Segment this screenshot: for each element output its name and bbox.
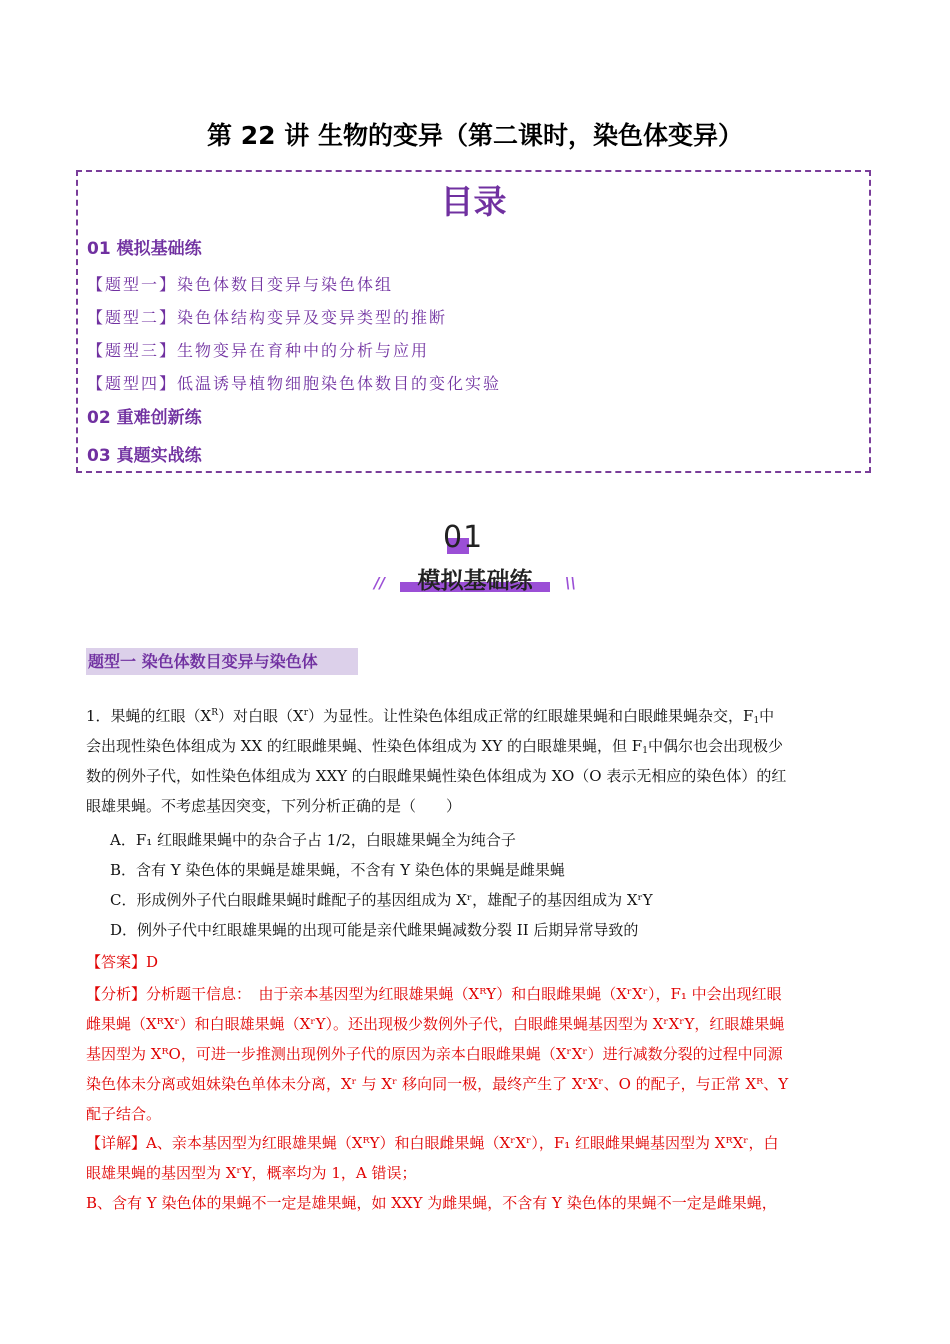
text: A、亲本基因型为红眼雄果蝇（XᴿY）和白眼雌果蝇（XʳXʳ），F₁ 红眼雌果蝇基因型为 XᴿXʳ，白 bbox=[146, 1134, 779, 1152]
option-d: D．例外子代中红眼雄果蝇的出现可能是亲代雌果蝇减数分裂 II 后期异常导致的 bbox=[110, 921, 639, 939]
question-line-1 bbox=[86, 701, 866, 731]
detail-line-2: 眼雄果蝇的基因型为 XʳY，概率均为 1，A 错误； bbox=[86, 1164, 417, 1182]
analysis-line-4: 染色体未分离或姐妹染色单体未分离，Xʳ 与 Xʳ 移向同一极，最终产生了 XʳXʳ、O 的配子，与正常 Xᴿ、Y bbox=[86, 1075, 789, 1093]
analysis-line-3: 基因型为 XᴿO，可进一步推测出现例外子代的原因为亲本白眼雌果蝇（XʳXʳ）进行减数分裂的过程中同源 bbox=[86, 1045, 783, 1063]
text: ）为显性。让性染色体组成正常的红眼雄果蝇和白眼雌果蝇杂交，F bbox=[308, 707, 754, 725]
toc-item-type-3[interactable]: 【题型三】生物变异在育种中的分析与应用 bbox=[87, 341, 430, 360]
superscript: r bbox=[303, 708, 309, 718]
text: 会出现性染色体组成为 XX 的红眼雌果蝇、性染色体组成为 XY 的白眼雄果蝇，但 F bbox=[86, 737, 643, 755]
text: 果蝇的红眼（X bbox=[110, 707, 212, 725]
detail-line-3: B、含有 Y 染色体的果蝇不一定是雄果蝇，如 XXY 为雌果蝇，不含有 Y 染色体的果蝇不一定是雌果蝇， bbox=[86, 1194, 777, 1212]
answer-line bbox=[86, 947, 866, 977]
text: 分析题干信息： 由于亲本基因型为红眼雄果蝇（XᴿY）和白眼雌果蝇（XʳXʳ），F₁ 中会出现红眼 bbox=[146, 985, 782, 1003]
option-a: A．F₁ 红眼雌果蝇中的杂合子占 1/2，白眼雄果蝇全为纯合子 bbox=[110, 831, 516, 849]
table-of-contents bbox=[76, 170, 871, 473]
text: ）对白眼（X bbox=[218, 707, 304, 725]
detail-line-1 bbox=[86, 1128, 866, 1158]
question-type-label: 题型一 染色体数目变异与染色体 bbox=[86, 648, 358, 675]
question-number: 1． bbox=[86, 707, 111, 725]
analysis-line-2: 雌果蝇（XᴿXʳ）和白眼雄果蝇（XʳY）。还出现极少数例外子代，白眼雌果蝇基因型为 XʳXʳY，红眼雄果蝇 bbox=[86, 1015, 785, 1033]
subscript: 1 bbox=[642, 746, 648, 756]
toc-item-type-1[interactable]: 【题型一】染色体数目变异与染色体组 bbox=[87, 275, 394, 294]
section-banner bbox=[360, 520, 590, 602]
option-c: C．形成例外子代白眼雌果蝇时雌配子的基因组成为 Xʳ，雄配子的基因组成为 XʳY bbox=[110, 891, 653, 909]
toc-heading: 目录 bbox=[440, 182, 507, 221]
left-slash-mark: // bbox=[374, 574, 385, 592]
question-line-4: 眼雄果蝇。不考虑基因突变，下列分析正确的是（ ） bbox=[86, 797, 462, 815]
right-slash-mark: \\ bbox=[565, 574, 576, 592]
text: 中偶尔也会出现极少 bbox=[647, 737, 783, 755]
toc-section-01[interactable]: 01 模拟基础练 bbox=[87, 239, 202, 259]
analysis-label: 【分析】 bbox=[86, 985, 147, 1003]
toc-item-type-2[interactable]: 【题型二】染色体结构变异及变异类型的推断 bbox=[87, 308, 448, 327]
question-line-2 bbox=[86, 731, 866, 761]
answer-label: 【答案】 bbox=[86, 953, 147, 971]
option-b: B．含有 Y 染色体的果蝇是雄果蝇，不含有 Y 染色体的果蝇是雌果蝇 bbox=[110, 861, 565, 879]
analysis-line-1 bbox=[86, 979, 866, 1009]
text: 中 bbox=[759, 707, 775, 725]
section-title: 模拟基础练 bbox=[417, 568, 533, 594]
toc-item-type-4[interactable]: 【题型四】低温诱导植物细胞染色体数目的变化实验 bbox=[87, 374, 502, 393]
section-number: 01 bbox=[443, 520, 484, 555]
detail-label: 【详解】 bbox=[86, 1134, 147, 1152]
toc-section-02[interactable]: 02 重难创新练 bbox=[87, 408, 202, 428]
subscript: 1 bbox=[753, 716, 760, 726]
analysis-line-5: 配子结合。 bbox=[86, 1105, 162, 1123]
superscript: R bbox=[211, 708, 219, 718]
question-line-3: 数的例外子代，如性染色体组成为 XXY 的白眼雌果蝇性染色体组成为 XO（O 表示无相应的染色体）的红 bbox=[86, 767, 787, 785]
toc-section-03[interactable]: 03 真题实战练 bbox=[87, 446, 202, 466]
answer-value: D bbox=[146, 953, 159, 971]
document-title: 第 22 讲 生物的变异（第二课时，染色体变异） bbox=[207, 121, 743, 150]
